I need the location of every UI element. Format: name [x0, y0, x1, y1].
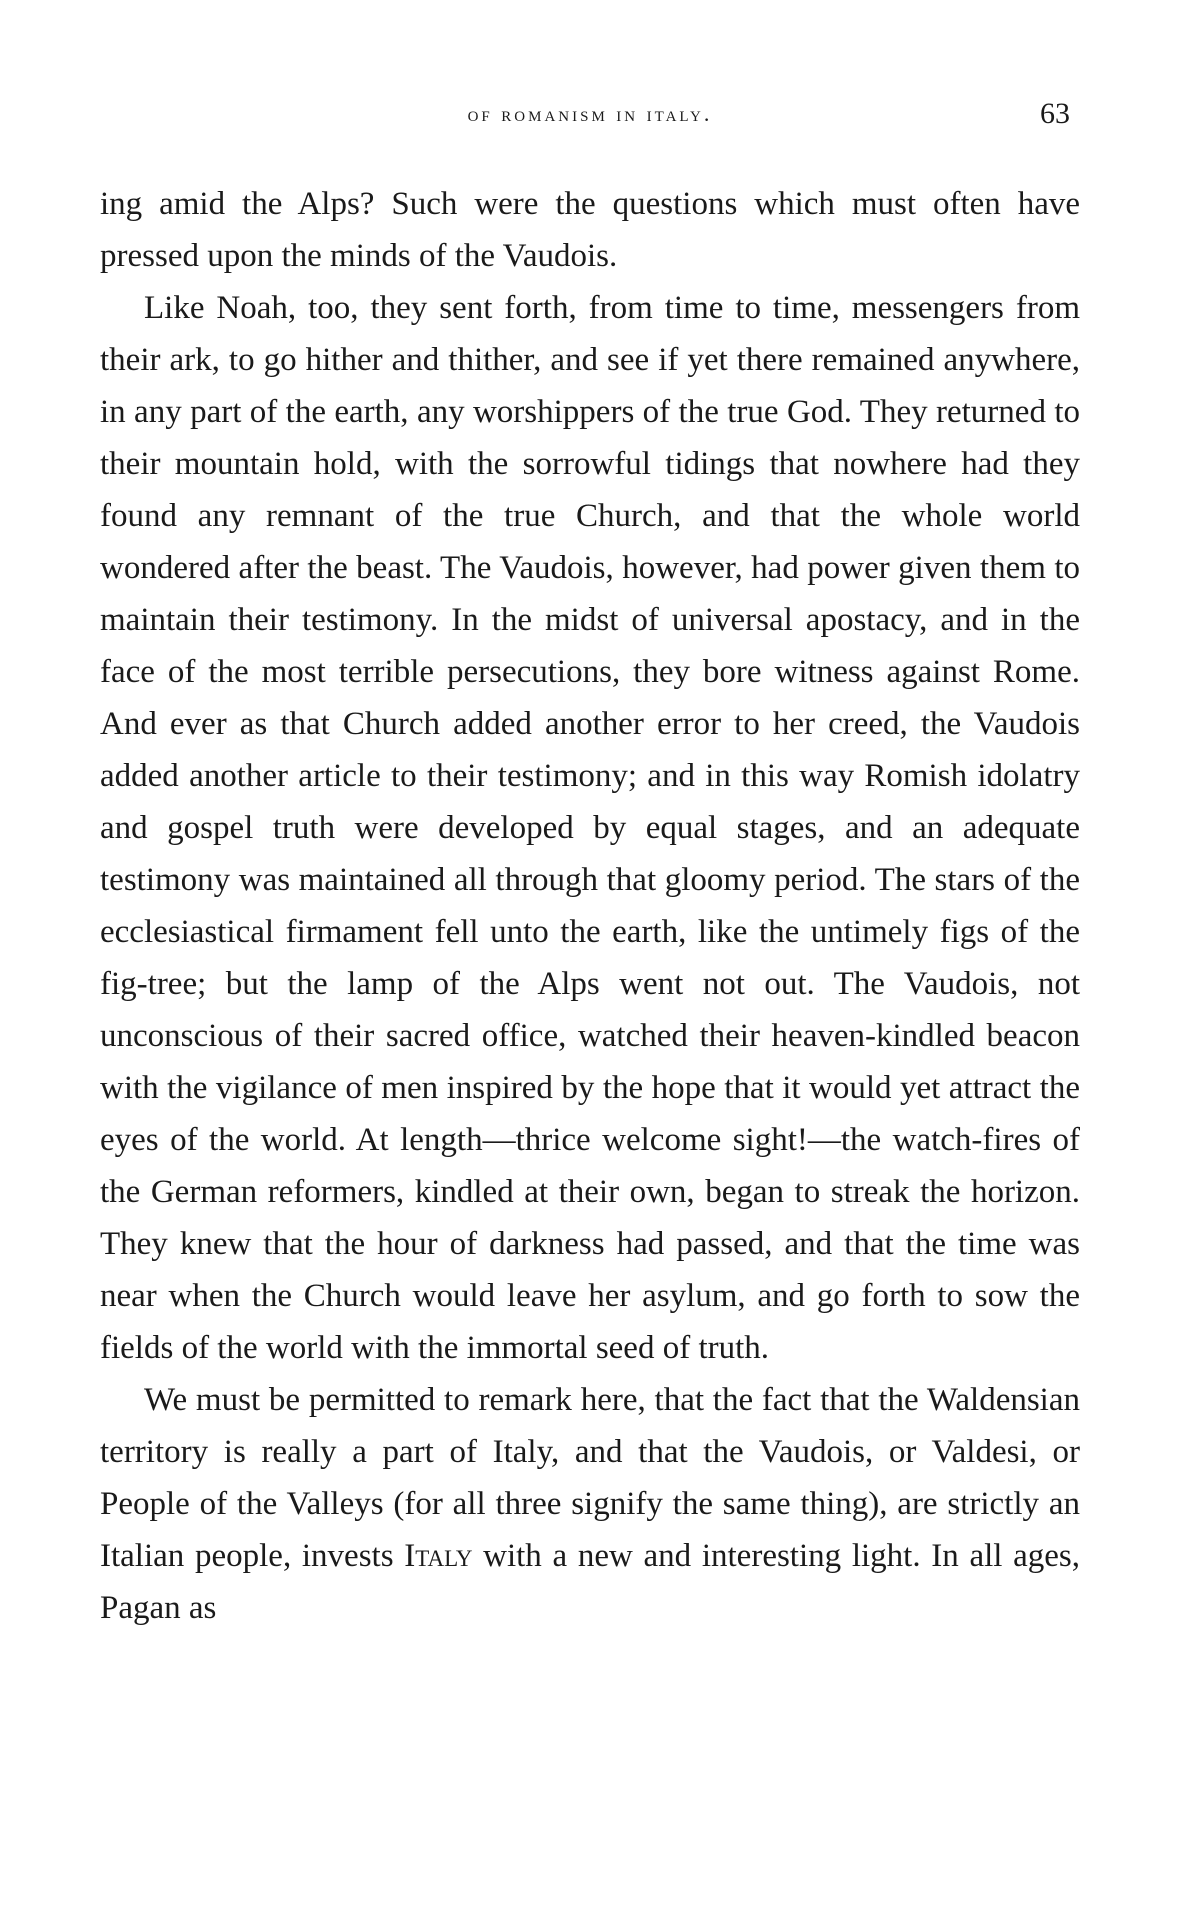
- page-number: 63: [1040, 97, 1070, 130]
- paragraph-waldensian-text: We must be permitted to remark here, that the fact that the Waldensian territory is really a part of Italy, and that the Vaudois, or Valdesi, or People of the Valleys (for all three signify the same thing), are strictly an Italian people, invests: [100, 1382, 1080, 1574]
- running-header: [100, 94, 1080, 134]
- running-title: of romanism in italy.: [467, 101, 713, 126]
- paragraph-waldensian: [100, 1374, 1080, 1634]
- italy-smallcaps: Italy: [404, 1538, 473, 1574]
- paragraph-noah: Like Noah, too, they sent forth, from time to time, messengers from their ark, to go hither and thither, and see if yet there remained anywhere, in any part of the earth, any worshippers of the true God. They returned to their mountain hold, with the sorrowful tidings that nowhere had they found any remnant of the true Church, and that the whole world wondered after the beast. The Vaudois, however, had power given them to maintain their testimony. In the midst of universal apostacy, and in the face of the most terrible persecutions, they bore witness against Rome. And ever as that Church added another error to her creed, the Vaudois added another article to their testimony; and in this way Romish idolatry and gospel truth were developed by equal stages, and an adequate testimony was maintained all through that gloomy period. The stars of the ecclesiastical firmament fell unto the earth, like the untimely figs of the fig-tree; but the lamp of the Alps went not out. The Vaudois, not unconscious of their sacred office, watched their heaven-kindled beacon with the vigilance of men inspired by the hope that it would yet attract the eyes of the world. At length—thrice welcome sight!—the watch-fires of the German reformers, kindled at their own, began to streak the horizon. They knew that the hour of darkness had passed, and that the time was near when the Church would leave her asylum, and go forth to sow the fields of the world with the immortal seed of truth.: [100, 290, 1080, 1366]
- body-text: [100, 178, 1080, 1634]
- paragraph-continued: ing amid the Alps? Such were the questions which must often have pressed upon the minds of the Vaudois.: [100, 186, 1080, 274]
- paragraph-waldensian-end: with a new and interesting light. In all ages, Pagan as: [100, 1538, 1081, 1626]
